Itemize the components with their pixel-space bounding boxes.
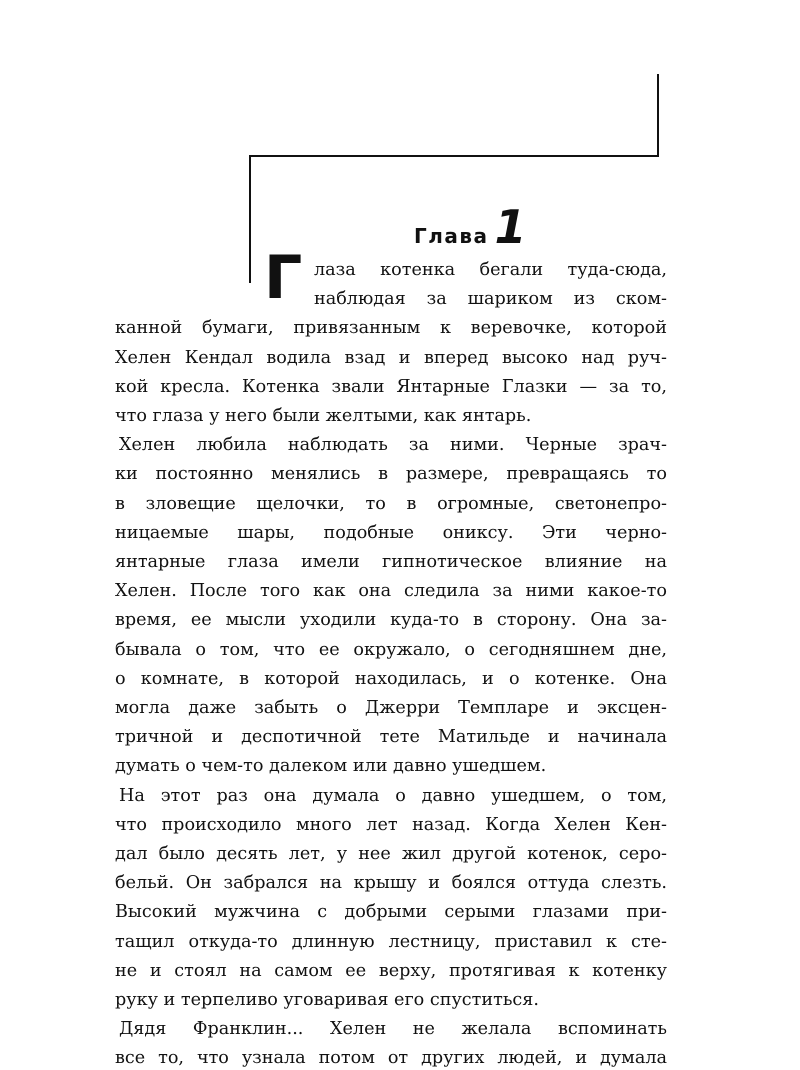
text-line: Высокий мужчина с добрыми серыми глазами при- (115, 902, 667, 922)
frame-line-left (249, 155, 251, 283)
text-line: все то, что узнала потом от других людей, и думала (115, 1048, 667, 1068)
text-line: думать о чем-то далеком или давно ушедшем. (115, 756, 547, 776)
text-line: Хелен Кендал водила взад и вперед высоко над руч- (115, 348, 667, 368)
text-line: лаза котенка бегали туда-сюда, (314, 260, 667, 280)
text-line: что происходило много лет назад. Когда Хелен Кен- (115, 815, 667, 835)
frame-line-top (249, 155, 659, 157)
chapter-heading (414, 200, 527, 254)
text-line: наблюдая за шариком из ском- (314, 289, 667, 309)
chapter-number: 1 (494, 200, 527, 254)
text-line: в зловещие щелочки, то в огромные, светонепро- (115, 494, 667, 514)
chapter-label: Глава (414, 224, 489, 248)
frame-line-right (657, 74, 659, 157)
text-line: время, ее мысли уходили куда-то в сторону. Она за- (115, 610, 667, 630)
text-line: могла даже забыть о Джерри Темпларе и эксцен- (115, 698, 667, 718)
text-line: бывала о том, что ее окружало, о сегодняшнем дне, (115, 640, 667, 660)
text-line: Хелен. После того как она следила за ними какое-то (115, 581, 667, 601)
text-line: тащил откуда-то длинную лестницу, приставил к сте- (115, 932, 667, 952)
drop-cap: Г (264, 243, 303, 313)
text-line: тричной и деспотичной тете Матильде и начинала (115, 727, 667, 747)
text-line: кой кресла. Котенка звали Янтарные Глазки — за то, (115, 377, 667, 397)
text-line: руку и терпеливо уговаривая его спуститься. (115, 990, 539, 1010)
text-line: На этот раз она думала о давно ушедшем, о том, (119, 786, 667, 806)
text-line: Дядя Франклин... Хелен не желала вспоминать (119, 1019, 667, 1039)
text-line: ницаемые шары, подобные ониксу. Эти черно- (115, 523, 667, 543)
text-line: что глаза у него были желтыми, как янтарь. (115, 406, 532, 426)
text-line: бельй. Он забрался на крышу и боялся оттуда слезть. (115, 873, 667, 893)
text-line: не и стоял на самом ее верху, протягивая к котенку (115, 961, 667, 981)
text-line: ки постоянно менялись в размере, превращаясь то (115, 464, 667, 484)
text-line: о комнате, в которой находилась, и о котенке. Она (115, 669, 667, 689)
text-line: янтарные глаза имели гипнотическое влияние на (115, 552, 667, 572)
text-line: канной бумаги, привязанным к веревочке, которой (115, 318, 667, 338)
text-line: дал было десять лет, у нее жил другой котенок, серо- (115, 844, 667, 864)
text-line: Хелен любила наблюдать за ними. Черные зрач- (119, 435, 667, 455)
